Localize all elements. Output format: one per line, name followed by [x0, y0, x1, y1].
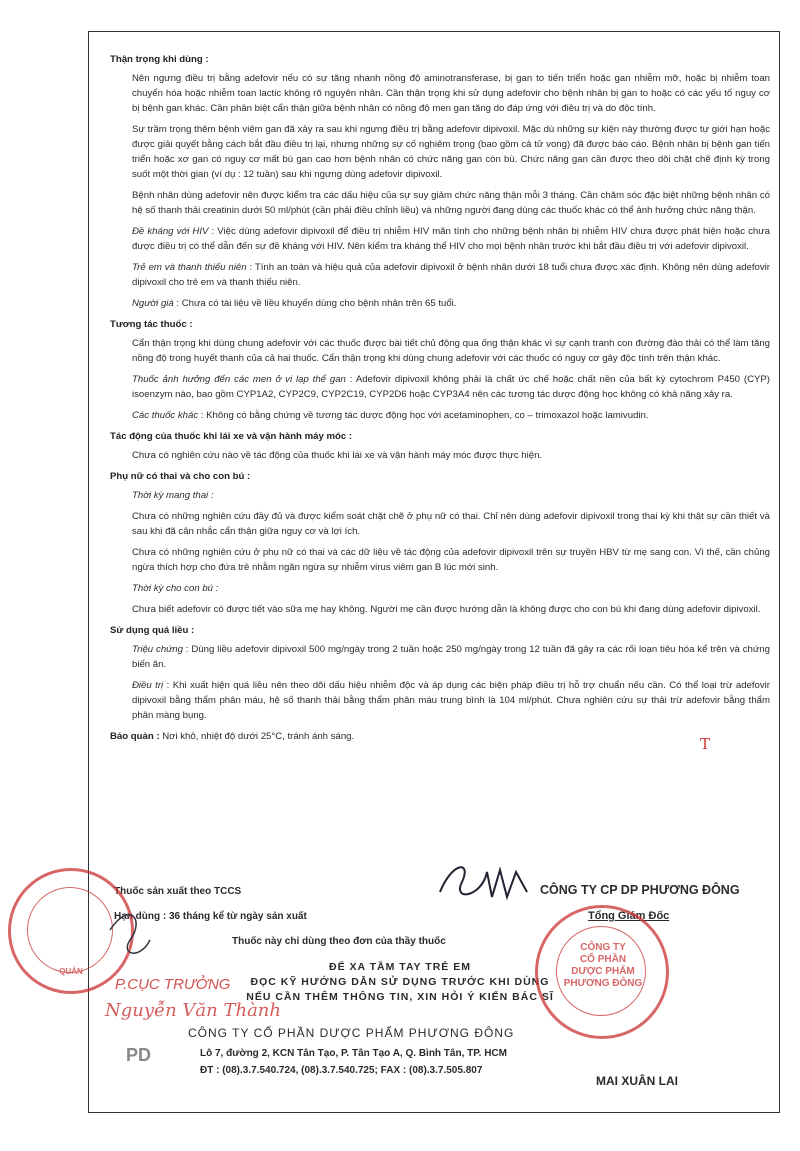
labeled-paragraph	[132, 408, 770, 423]
paragraph-text: : Việc dùng adefovir dipivoxil để điều trị nhiễm HIV mãn tính cho những bệnh nhân bị nhiễm HIV chưa được phát hiện hoặc chưa được điều trị có thể dẫn đến sự đề kháng với HIV. Nên kiểm tra kháng thể HIV cho mọi bệnh nhân trước khi bắt đầu điều trị với adefovir dipivoxil.	[132, 226, 770, 252]
paragraph-text: : Khi xuất hiện quá liều nên theo dõi dấu hiệu nhiễm độc và áp dụng các biện pháp điều trị hỗ trợ chuẩn nếu cần. Có thể loại trừ adefovir dipivoxil bằng thẩm phân máu, hệ số thanh thải bằng thẩm phân máu trung bình là 104 ml/phút. Chưa nghiên cứu sự thải trừ adefovir bằng thẩm phân màng bụng.	[132, 680, 770, 721]
expiry-line: Hạn dùng : 36 tháng kể từ ngày sản xuất	[114, 911, 307, 922]
paragraph: Chưa có những nghiên cứu đầy đủ và được kiểm soát chặt chẽ ở phụ nữ có thai. Chỉ nên dùng adefovir dipivoxil trong thai kỳ khi thật sự cần thiết và sau khi đã cân nhắc cẩn thận giữa nguy cơ và lợi ích.	[132, 511, 770, 537]
paragraph-label: Người già	[132, 298, 174, 309]
paragraph: Nên ngưng điều trị bằng adefovir nếu có sự tăng nhanh nồng độ aminotransferase, bị gan to tiến triển hoặc gan nhiễm mỡ, hoặc bị nhiễm toan chuyển hóa hoặc nhiễm toan lactic không rõ nguyên nhân. Cần thận trọng khi sử dụng adefovir cho bệnh nhân bị gan to hoặc có các yếu tố nguy cơ bị bệnh gan khác. Cần phân biệt cẩn thận giữa bệnh nhân có nồng độ men gan tăng do đáp ứng với điều trị và do độc tính.	[132, 73, 770, 114]
margin-mark: T	[700, 735, 711, 753]
labeled-paragraph	[132, 260, 770, 290]
official-name: Nguyễn Văn Thành	[105, 1000, 281, 1021]
section-heading: Phụ nữ có thai và cho con bú :	[110, 471, 251, 482]
section-heading: Sử dụng quá liều :	[110, 625, 195, 636]
stamp-line: PHƯƠNG ĐÔNG	[563, 978, 643, 989]
paragraph-label: Trẻ em và thanh thiếu niên	[132, 262, 247, 273]
storage-line	[110, 729, 770, 744]
warning-line: NẾU CẦN THÊM THÔNG TIN, XIN HỎI Ý KIẾN BÁC SĨ	[246, 991, 554, 1003]
labeled-paragraph	[132, 372, 770, 402]
storage-text: Nơi khô, nhiệt độ dưới 25°C, tránh ánh sáng.	[159, 731, 355, 742]
stamp-line: CỔ PHẦN	[579, 954, 627, 965]
signer-name: MAI XUÂN LAI	[596, 1074, 678, 1088]
paragraph-text: : Chưa có tài liệu về liều khuyến dùng cho bệnh nhân trên 65 tuổi.	[173, 298, 457, 309]
official-signature	[100, 900, 160, 970]
prescription-note: Thuốc này chỉ dùng theo đơn của thầy thuốc	[232, 936, 446, 947]
company-address: Lô 7, đường 2, KCN Tân Tạo, P. Tân Tạo A, Q. Bình Tân, TP. HCM	[200, 1048, 507, 1059]
company-stamp	[535, 905, 669, 1039]
paragraph-text: : Tính an toàn và hiệu quả của adefovir dipivoxil ở bệnh nhân dưới 18 tuổi chưa được xác định. Không nên dùng adefovir dipivoxil cho trẻ em và thanh thiếu niên.	[132, 262, 770, 288]
warning-line: ĐỌC KỸ HƯỚNG DẪN SỬ DỤNG TRƯỚC KHI DÙNG	[250, 976, 550, 988]
company-name-signature: CÔNG TY CP DP PHƯƠNG ĐÔNG	[540, 883, 740, 897]
paragraph: Cẩn thận trọng khi dùng chung adefovir với các thuốc được bài tiết chủ động qua ống thận khác vì sự cạnh tranh con đường đào thải có thể làm tăng nồng độ trong huyết thanh của cả hai thuốc. Cẩn thận trọng khi dùng chung adefovir với các thuốc có nguy cơ gây độc tính trên thận khác.	[132, 338, 770, 364]
director-signature	[432, 852, 542, 912]
manufacturing-standard: Thuốc sản xuất theo TCCS	[114, 886, 242, 897]
section-heading: Thận trọng khi dùng :	[110, 54, 209, 65]
stamp-line: DƯỢC PHẨM	[571, 966, 635, 977]
paragraph-text: : Dùng liều adefovir dipivoxil 500 mg/ngày trong 2 tuần hoặc 250 mg/ngày trong 12 tuần đã gây ra các rối loạn tiêu hóa kể trên và chứng biến ăn.	[132, 644, 770, 670]
paragraph: Sự trầm trọng thêm bệnh viêm gan đã xảy ra sau khi ngưng điều trị bằng adefovir dipivoxil. Mặc dù những sự kiện này thường được tự giới hạn hoặc được giải quyết bằng cách bắt đầu điều trị lại, nhưng những sự cố nghiêm trọng (bao gồm cả tử vong) đã được báo cáo. Bệnh nhân bị bệnh gan tiến triển hoặc xơ gan có nguy cơ mất bù gan cao hơn bệnh nhân có chức năng gan còn bù. Chức năng gan cần được theo dõi chặt chẽ định kỳ trong suốt một thời gian (ví dụ : 12 tuần) sau khi ngưng dùng adefovir dipivoxil.	[132, 124, 770, 180]
stamp-left-text: QUẢN	[59, 967, 83, 976]
paragraph: Bệnh nhân dùng adefovir nên được kiểm tra các dấu hiệu của sự suy giảm chức năng thận mỗi 3 tháng. Cần chăm sóc đặc biệt những bệnh nhân có hệ số thanh thải creatinin dưới 50 ml/phút (cần phải điều chỉnh liều) và những người đang dùng các thuốc khác có thể ảnh hưởng chức năng thận.	[132, 190, 770, 216]
paragraph-label: Thuốc ảnh hưởng đến các men ở vi lạp thể gan	[132, 374, 346, 385]
section-heading: Tương tác thuốc :	[110, 319, 193, 330]
paragraph-label: Triệu chứng	[132, 644, 183, 655]
paragraph: Chưa biết adefovir có được tiết vào sữa mẹ hay không. Người mẹ cần được hướng dẫn là không được cho con bú khi đang dùng adefovir dipivoxil.	[132, 604, 761, 615]
company-logo: PD	[126, 1045, 152, 1065]
labeled-paragraph	[132, 678, 770, 723]
document-body	[110, 52, 770, 744]
paragraph-text: : Adefovir dipivoxil không phải là chất ức chế hoặc chất nền của bất kỳ cytochrom P450 (CYP) isoenzym nào, bao gồm CYP1A2, CYP2C9, CYP2C19, CYP2D6 hoặc CYP3A4 nên các tương tác dược động học không có khả năng xảy ra.	[132, 374, 770, 400]
paragraph-label: Các thuốc khác	[132, 410, 199, 421]
paragraph-label: Đề kháng với HIV	[132, 226, 209, 237]
official-title: P.CỤC TRƯỞNG	[115, 976, 231, 993]
paragraph: Chưa có nghiên cứu nào về tác động của thuốc khi lái xe và vận hành máy móc được thực hiện.	[132, 450, 543, 461]
company-phone: ĐT : (08).3.7.540.724, (08).3.7.540.725; FAX : (08).3.7.505.807	[200, 1065, 483, 1076]
storage-label: Bảo quản :	[110, 731, 160, 742]
labeled-paragraph	[132, 224, 770, 254]
subheading: Thời kỳ cho con bú :	[132, 583, 219, 594]
company-full-name: CÔNG TY CỔ PHẦN DƯỢC PHẨM PHƯƠNG ĐÔNG	[188, 1026, 515, 1040]
section-heading: Tác động của thuốc khi lái xe và vận hành máy móc :	[110, 431, 353, 442]
labeled-paragraph	[132, 642, 770, 672]
paragraph-text: : Không có bằng chứng về tương tác dược động học với acetaminophen, co – trimoxazol hoặc lamivudin.	[198, 410, 649, 421]
subheading: Thời kỳ mang thai :	[132, 490, 214, 501]
warning-line: ĐỂ XA TẦM TAY TRẺ EM	[329, 961, 471, 973]
director-title: Tổng Giám Đốc	[588, 910, 670, 922]
paragraph-label: Điều trị	[132, 680, 164, 691]
paragraph: Chưa có những nghiên cứu ở phụ nữ có thai và các dữ liệu về tác động của adefovir dipivoxil trên sự truyền HBV từ mẹ sang con. Vì thế, cần chủng ngừa thích hợp cho đứa trẻ nhằm ngăn ngừa sự nhiễm virus viêm gan B lúc mới sinh.	[132, 547, 770, 573]
stamp-line: CÔNG TY	[580, 942, 626, 953]
labeled-paragraph	[132, 296, 770, 311]
